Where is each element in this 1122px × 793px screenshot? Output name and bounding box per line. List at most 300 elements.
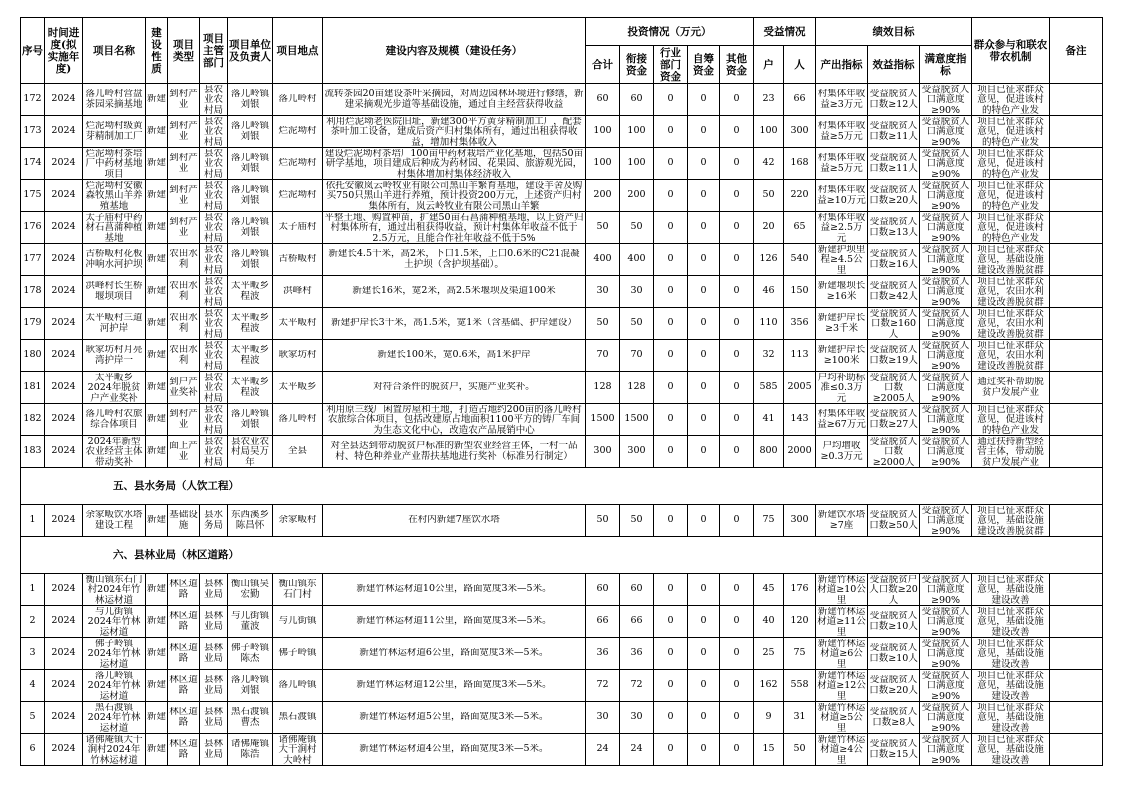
cell-year-text: 2024 xyxy=(51,382,76,393)
cell-seq xyxy=(21,84,45,116)
cell-mechanism xyxy=(972,404,1050,436)
cell-location-text: 太平畈乡 xyxy=(278,382,317,393)
cell-inv-total-text: 128 xyxy=(593,382,612,393)
cell-mechanism xyxy=(972,574,1050,606)
cell-inv-cohesion xyxy=(620,148,654,180)
cell-households-text: 100 xyxy=(759,126,778,137)
cell-satisfaction xyxy=(920,436,972,468)
cell-satisfaction xyxy=(920,702,972,734)
cell-content xyxy=(323,276,586,308)
cell-people-text: 168 xyxy=(790,158,809,169)
cell-inv-self xyxy=(688,436,720,468)
cell-year xyxy=(45,574,83,606)
cell-inv-cohesion xyxy=(620,276,654,308)
header-inv-total: 合计 xyxy=(586,46,620,84)
cell-type xyxy=(168,574,200,606)
cell-inv-cohesion-text: 50 xyxy=(630,222,643,233)
cell-output xyxy=(816,436,868,468)
cell-unit-text: 衡山镇吴宏勤 xyxy=(230,579,269,600)
cell-content-text: 对全县达到带动脱贫户标准的新型农业经营主体，一村一品村、特色种养业产业帮扶基地进行奖补（标准另行制定） xyxy=(330,441,578,462)
cell-name-text: 落儿岭镇2024年竹林运材道 xyxy=(87,670,141,701)
cell-households-text: 45 xyxy=(762,584,775,595)
cell-year-text: 2024 xyxy=(51,254,76,265)
cell-effect-text: 受益脱贫人口数≥20人 xyxy=(869,185,918,206)
cell-mechanism xyxy=(972,148,1050,180)
cell-inv-industry xyxy=(654,148,688,180)
cell-name xyxy=(83,734,146,766)
cell-remark xyxy=(1050,308,1103,340)
cell-output-text: 新建竹林运材道≥6公里 xyxy=(817,638,866,669)
cell-people-text: 220 xyxy=(790,190,809,201)
cell-type-text: 林区道路 xyxy=(169,739,198,760)
cell-content-text: 新建竹林运材道11公里，路面宽度3米—5米。 xyxy=(356,616,552,627)
cell-inv-other xyxy=(720,734,754,766)
table-row xyxy=(21,372,1103,404)
cell-mechanism-text: 通过奖补帮助脱贫户发展产业 xyxy=(977,377,1044,398)
cell-type xyxy=(168,638,200,670)
cell-mechanism xyxy=(972,606,1050,638)
cell-effect xyxy=(868,340,920,372)
cell-people-text: 31 xyxy=(793,712,806,723)
cell-content xyxy=(323,340,586,372)
cell-inv-cohesion xyxy=(620,84,654,116)
cell-satisfaction-text: 受益脱贫人口满意度≥90% xyxy=(921,180,970,211)
cell-year-text: 2024 xyxy=(51,680,76,691)
cell-content xyxy=(323,148,586,180)
cell-effect-text: 受益脱贫人口数≥10人 xyxy=(869,643,918,664)
cell-effect xyxy=(868,276,920,308)
cell-content-text: 新建竹林运材道10公里，路面宽度3米—5米。 xyxy=(356,584,552,595)
cell-type xyxy=(168,436,200,468)
cell-inv-total-text: 72 xyxy=(596,680,609,691)
cell-content xyxy=(323,734,586,766)
cell-inv-total xyxy=(586,702,620,734)
cell-output xyxy=(816,606,868,638)
cell-dept xyxy=(200,606,228,638)
cell-nature xyxy=(146,116,168,148)
cell-mechanism-text: 项目已征求群众意见，促进该村的特色产业发 xyxy=(977,212,1044,243)
cell-output-text: 新建竹林运材道≥11公里 xyxy=(817,606,866,637)
section-water xyxy=(21,468,1103,505)
cell-type xyxy=(168,308,200,340)
cell-nature xyxy=(146,574,168,606)
cell-name-text: 落儿岭村农旅综合体项目 xyxy=(85,409,143,430)
table-body-agriculture xyxy=(21,84,1103,468)
cell-inv-self-text: 0 xyxy=(700,254,707,265)
project-table xyxy=(20,17,1103,766)
cell-mechanism xyxy=(972,734,1050,766)
cell-inv-total-text: 60 xyxy=(596,94,609,105)
cell-inv-total-text: 400 xyxy=(593,254,612,265)
cell-unit-text: 落儿岭镇刘银 xyxy=(230,121,269,142)
cell-type-text: 农田水利 xyxy=(169,249,198,270)
cell-inv-total-text: 30 xyxy=(596,712,609,723)
cell-inv-other-text: 0 xyxy=(733,414,740,425)
cell-nature xyxy=(146,276,168,308)
cell-name-text: 烂泥坳村茶培厂中药材基地项目 xyxy=(85,148,143,179)
cell-content-text: 新建竹林运材道12公里，路面宽度3米—5米。 xyxy=(356,680,552,691)
cell-inv-self-text: 0 xyxy=(700,94,707,105)
cell-output xyxy=(816,404,868,436)
cell-inv-other xyxy=(720,436,754,468)
cell-dept-text: 县农业农村局 xyxy=(203,372,223,403)
cell-inv-industry-text: 0 xyxy=(667,350,674,361)
cell-inv-self-text: 0 xyxy=(700,648,707,659)
cell-unit-text: 黑石渡镇曹杰 xyxy=(230,707,269,728)
cell-dept-text: 县农业农村局 xyxy=(203,116,223,147)
cell-type xyxy=(168,148,200,180)
cell-seq xyxy=(21,148,45,180)
cell-people xyxy=(784,308,816,340)
cell-satisfaction xyxy=(920,606,972,638)
cell-inv-industry xyxy=(654,308,688,340)
cell-mechanism xyxy=(972,244,1050,276)
cell-inv-cohesion xyxy=(620,436,654,468)
cell-location xyxy=(273,276,323,308)
cell-content xyxy=(323,244,586,276)
cell-effect-text: 受益脱贫人口数≥11人 xyxy=(869,121,918,142)
cell-effect xyxy=(868,212,920,244)
cell-inv-self xyxy=(688,574,720,606)
cell-inv-self xyxy=(688,734,720,766)
cell-inv-other-text: 0 xyxy=(733,94,740,105)
cell-inv-other-text: 0 xyxy=(733,222,740,233)
cell-inv-other xyxy=(720,340,754,372)
cell-people-text: 50 xyxy=(793,744,806,755)
cell-inv-self-text: 0 xyxy=(700,286,707,297)
cell-year-text: 2024 xyxy=(51,350,76,361)
cell-year-text: 2024 xyxy=(51,744,76,755)
cell-inv-other xyxy=(720,606,754,638)
cell-effect-text: 受益脱贫人口数≥160人 xyxy=(869,308,918,339)
cell-inv-industry xyxy=(654,180,688,212)
cell-name-text: 烂泥坳村级黄芽精制加工厂 xyxy=(85,121,143,142)
cell-seq-text: 181 xyxy=(23,382,42,393)
cell-people xyxy=(784,436,816,468)
cell-mechanism-text: 项目已征求群众意见，农田水利建设改善脱贫群 xyxy=(977,308,1044,339)
cell-remark xyxy=(1050,148,1103,180)
cell-inv-cohesion xyxy=(620,340,654,372)
cell-seq xyxy=(21,308,45,340)
cell-inv-cohesion xyxy=(620,308,654,340)
cell-households-text: 46 xyxy=(762,286,775,297)
cell-inv-self-text: 0 xyxy=(700,744,707,755)
cell-type-text: 到村产业 xyxy=(169,409,198,430)
cell-inv-total xyxy=(586,276,620,308)
header-name: 项目名称 xyxy=(83,18,146,84)
cell-location xyxy=(273,116,323,148)
cell-location-text: 黑石渡镇 xyxy=(278,712,317,723)
cell-seq xyxy=(21,436,45,468)
cell-seq-text: 175 xyxy=(23,190,42,201)
cell-inv-industry xyxy=(654,702,688,734)
cell-dept xyxy=(200,638,228,670)
header-remark: 备注 xyxy=(1050,18,1103,84)
cell-inv-total-text: 200 xyxy=(593,190,612,201)
cell-content-text: 在村内新建7座饮水塔 xyxy=(408,515,500,526)
cell-location xyxy=(273,212,323,244)
cell-nature-text: 新建 xyxy=(147,286,166,297)
cell-output xyxy=(816,308,868,340)
cell-mechanism-text: 项目已征求群众意见，农田水利建设改善脱贫群 xyxy=(977,340,1044,371)
cell-dept xyxy=(200,574,228,606)
cell-people xyxy=(784,276,816,308)
cell-name xyxy=(83,574,146,606)
cell-type-text: 林区道路 xyxy=(169,675,198,696)
cell-year xyxy=(45,606,83,638)
cell-dept-text: 县农业农村局 xyxy=(203,244,223,275)
cell-households-text: 23 xyxy=(762,94,775,105)
cell-output xyxy=(816,116,868,148)
cell-type-text: 到村产业 xyxy=(169,89,198,110)
cell-households xyxy=(754,372,784,404)
cell-satisfaction-text: 受益脱贫人口满意度≥90% xyxy=(921,734,970,765)
cell-inv-cohesion xyxy=(620,244,654,276)
cell-content-text: 新建长16米，宽2米，高2.5米堰坝及渠道100米 xyxy=(352,286,556,297)
cell-year-text: 2024 xyxy=(51,712,76,723)
cell-inv-self xyxy=(688,244,720,276)
cell-type xyxy=(168,180,200,212)
cell-content xyxy=(323,372,586,404)
cell-effect xyxy=(868,638,920,670)
cell-location xyxy=(273,148,323,180)
cell-satisfaction xyxy=(920,372,972,404)
cell-name-text: 洪峰村长生桥堰坝项目 xyxy=(85,281,143,302)
cell-inv-industry xyxy=(654,372,688,404)
cell-inv-industry-text: 0 xyxy=(667,94,674,105)
cell-inv-other-text: 0 xyxy=(733,584,740,595)
cell-content xyxy=(323,606,586,638)
cell-content-text: 新建长4.5千米，高2米，下口1.5米，上口0.6米的C21混凝土护坝（含护坝基础）。 xyxy=(328,249,580,270)
cell-dept xyxy=(200,372,228,404)
cell-households xyxy=(754,670,784,702)
cell-name-text: 余家畈饮水塔建设工程 xyxy=(85,510,143,531)
cell-households xyxy=(754,574,784,606)
cell-location xyxy=(273,340,323,372)
cell-inv-industry xyxy=(654,606,688,638)
cell-inv-total xyxy=(586,505,620,537)
cell-households-text: 20 xyxy=(762,222,775,233)
cell-inv-other-text: 0 xyxy=(733,712,740,723)
cell-name xyxy=(83,436,146,468)
cell-output-text: 新建竹林运材道≥12公里 xyxy=(817,670,866,701)
cell-people xyxy=(784,244,816,276)
cell-inv-industry-text: 0 xyxy=(667,648,674,659)
cell-people xyxy=(784,340,816,372)
cell-households xyxy=(754,606,784,638)
header-investment: 投资情况（万元） xyxy=(586,18,754,46)
cell-inv-total-text: 100 xyxy=(593,126,612,137)
cell-inv-industry xyxy=(654,436,688,468)
cell-satisfaction-text: 受益脱贫人口满意度≥90% xyxy=(921,638,970,669)
cell-households-text: 110 xyxy=(759,318,778,329)
cell-inv-total-text: 70 xyxy=(596,350,609,361)
cell-households-text: 75 xyxy=(762,515,775,526)
cell-dept-text: 县农业农村局 xyxy=(203,308,223,339)
cell-inv-industry-text: 0 xyxy=(667,446,674,457)
cell-content xyxy=(323,180,586,212)
cell-output-text: 村集体年收益≥3万元 xyxy=(817,89,866,110)
cell-mechanism xyxy=(972,436,1050,468)
cell-year xyxy=(45,244,83,276)
cell-seq xyxy=(21,116,45,148)
cell-output-text: 新建竹林运材道≥5公里 xyxy=(817,702,866,733)
cell-location xyxy=(273,404,323,436)
cell-location xyxy=(273,180,323,212)
cell-inv-other xyxy=(720,148,754,180)
cell-households-text: 41 xyxy=(762,414,775,425)
cell-nature xyxy=(146,404,168,436)
cell-type-text: 基础设施 xyxy=(169,510,198,531)
cell-remark xyxy=(1050,638,1103,670)
cell-nature xyxy=(146,606,168,638)
cell-nature-text: 新建 xyxy=(147,350,166,361)
cell-inv-self xyxy=(688,116,720,148)
cell-households xyxy=(754,244,784,276)
cell-inv-total xyxy=(586,148,620,180)
cell-inv-cohesion-text: 128 xyxy=(627,382,646,393)
cell-output-text: 新建护坝里程≥4.5公里 xyxy=(817,244,866,275)
cell-unit xyxy=(228,340,273,372)
cell-name xyxy=(83,372,146,404)
cell-output-text: 新建竹林运材道≥10公里 xyxy=(817,574,866,605)
cell-inv-other-text: 0 xyxy=(733,680,740,691)
cell-inv-cohesion-text: 24 xyxy=(630,744,643,755)
cell-inv-industry xyxy=(654,276,688,308)
cell-effect-text: 受益脱贫人口数≥10人 xyxy=(869,611,918,632)
cell-effect xyxy=(868,606,920,638)
cell-inv-cohesion xyxy=(620,404,654,436)
cell-inv-total-text: 300 xyxy=(593,446,612,457)
cell-content-text: 对符合条件的脱贫户，实施产业奖补。 xyxy=(373,382,535,393)
cell-output xyxy=(816,212,868,244)
cell-dept xyxy=(200,84,228,116)
header-location: 项目地点 xyxy=(273,18,323,84)
table-body-forestry xyxy=(21,574,1103,766)
cell-content-text: 新建竹林运材道5公里，路面宽度3米—5米。 xyxy=(359,712,549,723)
cell-year xyxy=(45,702,83,734)
cell-nature xyxy=(146,340,168,372)
cell-satisfaction xyxy=(920,734,972,766)
cell-seq-text: 183 xyxy=(23,446,42,457)
table-row xyxy=(21,574,1103,606)
cell-nature-text: 新建 xyxy=(147,584,166,595)
cell-satisfaction xyxy=(920,574,972,606)
cell-effect-text: 受益脱贫人口数≥19人 xyxy=(869,345,918,366)
cell-inv-total-text: 50 xyxy=(596,515,609,526)
cell-effect xyxy=(868,84,920,116)
cell-remark xyxy=(1050,180,1103,212)
header-households: 户 xyxy=(754,46,784,84)
cell-content xyxy=(323,436,586,468)
cell-location-text: 落儿岭村 xyxy=(278,94,317,105)
cell-mechanism xyxy=(972,180,1050,212)
cell-people-text: 2005 xyxy=(787,382,812,393)
cell-output xyxy=(816,638,868,670)
cell-mechanism xyxy=(972,638,1050,670)
cell-year-text: 2024 xyxy=(51,126,76,137)
cell-name-text: 落儿岭村营盘茶园采摘基地 xyxy=(85,89,143,110)
cell-nature-text: 新建 xyxy=(147,190,166,201)
cell-inv-industry-text: 0 xyxy=(667,126,674,137)
cell-unit-text: 与儿街镇董波 xyxy=(230,611,269,632)
cell-output-text: 村集体年收益≥10万元 xyxy=(817,185,866,206)
cell-seq-text: 179 xyxy=(23,318,42,329)
cell-nature xyxy=(146,84,168,116)
cell-inv-total-text: 100 xyxy=(593,158,612,169)
cell-nature-text: 新建 xyxy=(147,222,166,233)
cell-output xyxy=(816,84,868,116)
cell-remark xyxy=(1050,276,1103,308)
cell-output-text: 新建竹林运材道≥4公里 xyxy=(817,734,866,765)
cell-unit xyxy=(228,404,273,436)
cell-unit xyxy=(228,116,273,148)
cell-inv-self-text: 0 xyxy=(700,190,707,201)
header-type: 项目类型 xyxy=(168,18,200,84)
cell-year-text: 2024 xyxy=(51,222,76,233)
cell-inv-other-text: 0 xyxy=(733,515,740,526)
cell-inv-total xyxy=(586,212,620,244)
cell-seq xyxy=(21,244,45,276)
cell-inv-cohesion-text: 36 xyxy=(630,648,643,659)
cell-location-text: 全县 xyxy=(287,446,307,457)
cell-seq xyxy=(21,505,45,537)
cell-nature xyxy=(146,670,168,702)
cell-content xyxy=(323,308,586,340)
cell-inv-total xyxy=(586,84,620,116)
cell-seq xyxy=(21,638,45,670)
cell-seq xyxy=(21,734,45,766)
section-title-water: 五、县水务局（人饮工程） xyxy=(21,468,1103,505)
cell-name xyxy=(83,276,146,308)
cell-content xyxy=(323,702,586,734)
cell-location xyxy=(273,702,323,734)
cell-inv-self-text: 0 xyxy=(700,414,707,425)
cell-dept xyxy=(200,505,228,537)
cell-seq-text: 176 xyxy=(23,222,42,233)
cell-households xyxy=(754,702,784,734)
cell-nature xyxy=(146,436,168,468)
cell-content xyxy=(323,212,586,244)
cell-unit-text: 落儿岭镇刘银 xyxy=(230,249,269,270)
cell-nature xyxy=(146,638,168,670)
cell-dept xyxy=(200,436,228,468)
cell-households-text: 585 xyxy=(759,382,778,393)
cell-effect-text: 受益脱贫人口数≥13人 xyxy=(869,217,918,238)
cell-inv-other xyxy=(720,670,754,702)
cell-inv-other-text: 0 xyxy=(733,382,740,393)
cell-households-text: 162 xyxy=(759,680,778,691)
cell-unit-text: 落儿岭镇刘银 xyxy=(230,217,269,238)
cell-inv-other-text: 0 xyxy=(733,616,740,627)
cell-type xyxy=(168,734,200,766)
cell-satisfaction-text: 受益脱贫人口满意度≥90% xyxy=(921,244,970,275)
cell-people-text: 113 xyxy=(790,350,809,361)
cell-effect xyxy=(868,148,920,180)
cell-people xyxy=(784,148,816,180)
cell-output xyxy=(816,276,868,308)
cell-year-text: 2024 xyxy=(51,584,76,595)
cell-output xyxy=(816,734,868,766)
cell-content-text: 建设烂泥坳村茶培厂100亩中药材栽培产业化基地，包括50亩研学基地，项目建成后种成为药材园、花果园、旅游观光园，村集体增加村集体经济收入 xyxy=(324,148,584,179)
cell-households-text: 40 xyxy=(762,616,775,627)
cell-seq xyxy=(21,606,45,638)
cell-type xyxy=(168,244,200,276)
cell-inv-industry xyxy=(654,212,688,244)
cell-inv-other-text: 0 xyxy=(733,350,740,361)
cell-mechanism xyxy=(972,340,1050,372)
cell-location-text: 衡山镇东石门村 xyxy=(278,579,317,600)
